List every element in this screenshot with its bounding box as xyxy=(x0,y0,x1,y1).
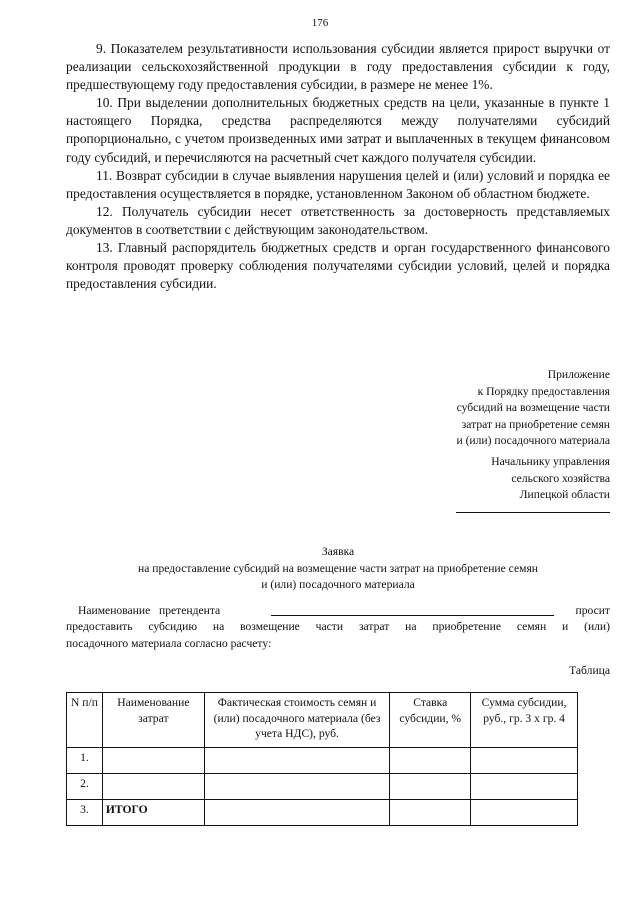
claim-text xyxy=(66,603,610,652)
body-text xyxy=(66,40,610,293)
table-header-row xyxy=(67,693,578,748)
column-header: Ставка субсидии, % xyxy=(390,693,471,748)
table-cell: ИТОГО xyxy=(102,800,204,826)
table-cell xyxy=(390,748,471,774)
table-cell xyxy=(471,800,578,826)
signature-line xyxy=(456,512,610,513)
application-title: Заявка xyxy=(321,545,355,558)
claim-line-3: посадочного материала согласно расчету: xyxy=(66,636,272,650)
table-row xyxy=(67,774,578,800)
addressee-line: Липецкой области xyxy=(519,488,610,502)
application-subtitle: на предоставление субсидий на возмещение части затрат на приобретение семян xyxy=(138,561,538,575)
addressee-line: Начальнику управления xyxy=(491,455,610,468)
paragraph-13: 13. Главный распорядитель бюджетных средств и орган государственного финансового контроля проводят проверку соблюдения получателями субсидии условий, целей и порядка предоставления субсидии. xyxy=(66,240,610,292)
addressee-line: сельского хозяйства xyxy=(511,471,610,485)
table-cell: 1. xyxy=(67,748,103,774)
table-caption: Таблица xyxy=(569,664,610,677)
table-cell xyxy=(102,774,204,800)
table-cell xyxy=(204,774,390,800)
appendix-block xyxy=(380,367,610,450)
table-cell xyxy=(204,800,390,826)
claim-word: просит xyxy=(575,604,610,617)
column-header: Фактическая стоимость семян и (или) посадочного материала (без учета НДС), руб. xyxy=(204,693,390,748)
table-cell xyxy=(390,800,471,826)
claim-word: претендента xyxy=(159,604,221,617)
appendix-line: затрат на приобретение семян xyxy=(461,417,610,431)
claim-word: Наименование xyxy=(78,604,151,617)
applicant-name-blank xyxy=(271,615,554,616)
table-cell xyxy=(390,774,471,800)
paragraph-10: 10. При выделении дополнительных бюджетных средств на цели, указанные в пункте 1 настоящего Порядка, средства распределяются между получателями субсидий пропорционально, с учетом произведенных ими затрат и выплаченных в текущем финансовом году субсидий, и перечисляются на расчетный счет каждого получателя субсидии. xyxy=(66,95,610,165)
paragraph-11: 11. Возврат субсидии в случае выявления нарушения целей и (или) условий и порядка ее предоставления осуществляется в порядке, установленном Законом об областном бюджете. xyxy=(66,167,610,201)
table-cell xyxy=(204,748,390,774)
page-number: 176 xyxy=(311,17,329,29)
column-header: Сумма субсидии, руб., гр. 3 x гр. 4 xyxy=(471,693,578,748)
table-cell xyxy=(102,748,204,774)
application-subtitle: и (или) посадочного материала xyxy=(261,578,415,592)
appendix-line: субсидий на возмещение части xyxy=(456,401,610,415)
table-row xyxy=(67,800,578,826)
table-cell: 3. xyxy=(67,800,103,826)
appendix-line: и (или) посадочного материала xyxy=(456,434,610,448)
table-cell xyxy=(471,748,578,774)
addressee-block xyxy=(380,454,610,504)
paragraph-12: 12. Получатель субсидии несет ответственность за достоверность представляемых документов в соответствии с действующим законодательством. xyxy=(66,203,610,237)
appendix-line: к Порядку предоставления xyxy=(477,384,610,398)
appendix-title: Приложение xyxy=(547,368,610,381)
column-header: N п/п xyxy=(67,693,103,748)
paragraph-9: 9. Показателем результативности использования субсидии является прирост выручки от реализации сельскохозяйственной продукции в году предоставления субсидии к году, предшествующему году предоставления субсидии, в размере не менее 1%. xyxy=(66,41,610,93)
claim-line-1 xyxy=(66,603,610,619)
calculation-table xyxy=(66,692,578,826)
column-header: Наименование затрат xyxy=(102,693,204,748)
table-cell xyxy=(471,774,578,800)
table-cell: 2. xyxy=(67,774,103,800)
claim-line-2: предоставить субсидию на возмещение части затрат на приобретение семян и (или) xyxy=(66,620,610,634)
table-row xyxy=(67,748,578,774)
application-heading xyxy=(66,544,610,594)
